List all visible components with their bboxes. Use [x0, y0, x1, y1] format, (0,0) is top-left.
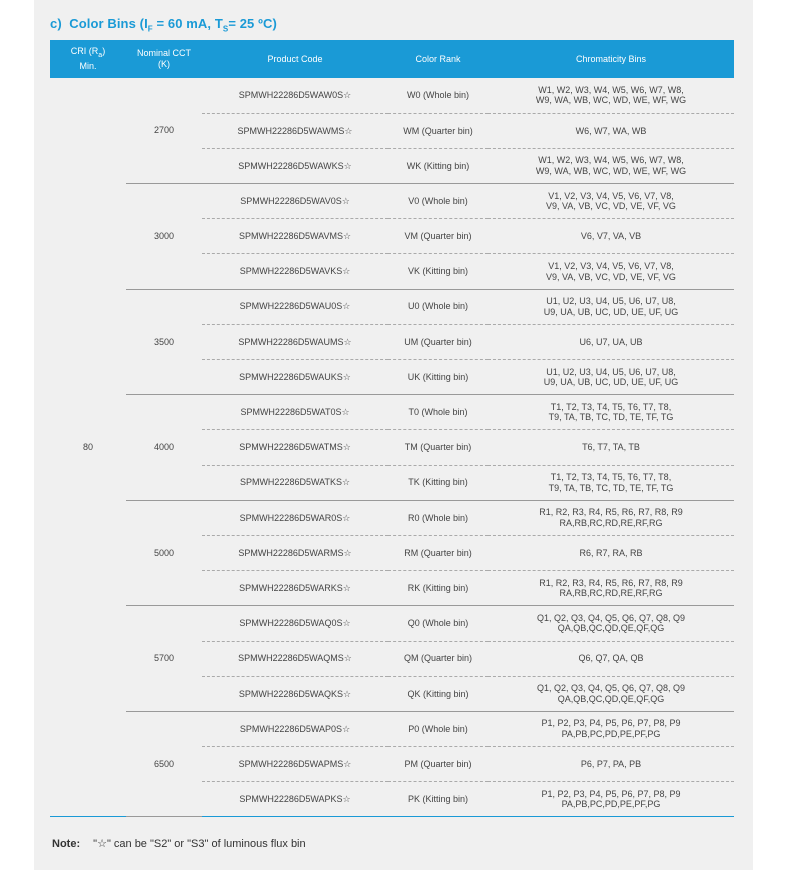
color-rank-cell: V0 (Whole bin)	[388, 184, 488, 219]
color-rank-cell: PM (Quarter bin)	[388, 747, 488, 782]
chromaticity-line: P1, P2, P3, P4, P5, P6, P7, P8, P9	[541, 788, 681, 799]
cct-cell: 5700	[126, 606, 202, 712]
color-rank-cell: WM (Quarter bin)	[388, 113, 488, 148]
header-product-code: Product Code	[202, 40, 388, 78]
chromaticity-line: PA,PB,PC,PD,PE,PF,PG	[561, 799, 661, 810]
product-code-cell: SPMWH22286D5WAQKS☆	[202, 676, 388, 711]
chromaticity-line: Q1, Q2, Q3, Q4, Q5, Q6, Q7, Q8, Q9	[536, 612, 686, 623]
cri-cell: 80	[50, 78, 126, 817]
chromaticity-line: RA,RB,RC,RD,RE,RF,RG	[559, 517, 663, 528]
table-row	[50, 184, 734, 219]
chromaticity-line: V1, V2, V3, V4, V5, V6, V7, V8,	[548, 190, 674, 201]
chromaticity-bins-cell	[488, 78, 734, 113]
chromaticity-line: U1, U2, U3, U4, U5, U6, U7, U8,	[546, 366, 676, 377]
chromaticity-line: P1, P2, P3, P4, P5, P6, P7, P8, P9	[541, 718, 681, 729]
chromaticity-line: R6, R7, RA, RB	[579, 547, 643, 558]
product-code-cell: SPMWH22286D5WAVMS☆	[202, 219, 388, 254]
chromaticity-line: W1, W2, W3, W4, W5, W6, W7, W8,	[538, 155, 684, 166]
footnote	[52, 837, 306, 850]
chromaticity-line: QA,QB,QC,QD,QE,QF,QG	[557, 623, 665, 634]
chromaticity-bins-cell	[488, 289, 734, 324]
cct-cell: 6500	[126, 711, 202, 817]
product-code-cell: SPMWH22286D5WAV0S☆	[202, 184, 388, 219]
chromaticity-bins-cell	[488, 711, 734, 746]
chromaticity-line: RA,RB,RC,RD,RE,RF,RG	[559, 588, 663, 599]
color-rank-cell: WK (Kitting bin)	[388, 148, 488, 183]
chromaticity-line: W6, W7, WA, WB	[575, 125, 647, 136]
header-chromaticity: Chromaticity Bins	[488, 40, 734, 78]
cct-cell: 3500	[126, 289, 202, 395]
chromaticity-line: P6, P7, PA, PB	[580, 758, 642, 769]
chromaticity-bins-cell	[488, 535, 734, 570]
cct-cell: 3000	[126, 184, 202, 290]
product-code-cell: SPMWH22286D5WAT0S☆	[202, 395, 388, 430]
product-code-cell: SPMWH22286D5WAUMS☆	[202, 324, 388, 359]
product-code-cell: SPMWH22286D5WARMS☆	[202, 535, 388, 570]
product-code-cell: SPMWH22286D5WATMS☆	[202, 430, 388, 465]
color-rank-cell: UK (Kitting bin)	[388, 360, 488, 395]
datasheet-page	[34, 0, 753, 870]
product-code-cell: SPMWH22286D5WAP0S☆	[202, 711, 388, 746]
chromaticity-bins-cell	[488, 184, 734, 219]
chromaticity-bins-cell	[488, 324, 734, 359]
color-rank-cell: UM (Quarter bin)	[388, 324, 488, 359]
product-code-cell: SPMWH22286D5WAUKS☆	[202, 360, 388, 395]
table-row	[50, 395, 734, 430]
chromaticity-bins-cell	[488, 254, 734, 289]
header-color-rank: Color Rank	[388, 40, 488, 78]
color-rank-cell: VM (Quarter bin)	[388, 219, 488, 254]
color-rank-cell: U0 (Whole bin)	[388, 289, 488, 324]
note-label: Note:	[52, 838, 81, 850]
table-header-row	[50, 40, 734, 78]
product-code-cell: SPMWH22286D5WAW0S☆	[202, 78, 388, 113]
chromaticity-line: V9, VA, VB, VC, VD, VE, VF, VG	[546, 271, 676, 282]
chromaticity-bins-cell	[488, 676, 734, 711]
chromaticity-line: U9, UA, UB, UC, UD, UE, UF, UG	[543, 306, 679, 317]
product-code-cell: SPMWH22286D5WAQMS☆	[202, 641, 388, 676]
chromaticity-line: U6, U7, UA, UB	[579, 336, 643, 347]
chromaticity-line: U1, U2, U3, U4, U5, U6, U7, U8,	[546, 296, 676, 307]
cct-cell: 4000	[126, 395, 202, 501]
product-code-cell: SPMWH22286D5WAWKS☆	[202, 148, 388, 183]
chromaticity-line: T6, T7, TA, TB	[582, 442, 640, 453]
product-code-cell: SPMWH22286D5WARKS☆	[202, 571, 388, 606]
header-cct: Nominal CCT (K)	[126, 40, 202, 78]
chromaticity-bins-cell	[488, 782, 734, 817]
color-rank-cell: TM (Quarter bin)	[388, 430, 488, 465]
color-rank-cell: W0 (Whole bin)	[388, 78, 488, 113]
product-code-cell: SPMWH22286D5WATKS☆	[202, 465, 388, 500]
table-row	[50, 78, 734, 113]
cct-cell: 5000	[126, 500, 202, 606]
chromaticity-line: T1, T2, T3, T4, T5, T6, T7, T8,	[550, 401, 672, 412]
chromaticity-line: QA,QB,QC,QD,QE,QF,QG	[557, 693, 665, 704]
color-rank-cell: QM (Quarter bin)	[388, 641, 488, 676]
product-code-cell: SPMWH22286D5WAU0S☆	[202, 289, 388, 324]
chromaticity-line: V6, V7, VA, VB	[580, 231, 642, 242]
chromaticity-bins-cell	[488, 430, 734, 465]
color-rank-cell: VK (Kitting bin)	[388, 254, 488, 289]
chromaticity-bins-cell	[488, 571, 734, 606]
chromaticity-line: V1, V2, V3, V4, V5, V6, V7, V8,	[548, 261, 674, 272]
chromaticity-line: Q6, Q7, QA, QB	[578, 653, 644, 664]
color-rank-cell: R0 (Whole bin)	[388, 500, 488, 535]
chromaticity-bins-cell	[488, 641, 734, 676]
section-title: c) Color Bins ($I_F = 60$ mA, $T_S= 25$ ºC)	[50, 16, 277, 34]
chromaticity-line: W9, WA, WB, WC, WD, WE, WF, WG	[535, 95, 687, 106]
chromaticity-bins-cell	[488, 113, 734, 148]
chromaticity-bins-cell	[488, 606, 734, 641]
product-code-cell: SPMWH22286D5WAWMS☆	[202, 113, 388, 148]
chromaticity-bins-cell	[488, 360, 734, 395]
chromaticity-line: W9, WA, WB, WC, WD, WE, WF, WG	[535, 165, 687, 176]
chromaticity-line: U9, UA, UB, UC, UD, UE, UF, UG	[543, 377, 679, 388]
color-rank-cell: Q0 (Whole bin)	[388, 606, 488, 641]
product-code-cell: SPMWH22286D5WAR0S☆	[202, 500, 388, 535]
header-cri: CRI $(R_a)$ Min.	[50, 40, 126, 78]
note-text: "☆" can be "S2" or "S3" of luminous flux bin	[93, 838, 306, 850]
chromaticity-line: R1, R2, R3, R4, R5, R6, R7, R8, R9	[539, 507, 683, 518]
table-row	[50, 500, 734, 535]
product-code-cell: SPMWH22286D5WAVKS☆	[202, 254, 388, 289]
chromaticity-bins-cell	[488, 747, 734, 782]
table-body	[50, 78, 734, 817]
color-rank-cell: T0 (Whole bin)	[388, 395, 488, 430]
color-bins-table	[50, 40, 734, 817]
product-code-cell: SPMWH22286D5WAPKS☆	[202, 782, 388, 817]
table-row	[50, 711, 734, 746]
table-row	[50, 606, 734, 641]
color-rank-cell: RK (Kitting bin)	[388, 571, 488, 606]
color-rank-cell: QK (Kitting bin)	[388, 676, 488, 711]
product-code-cell: SPMWH22286D5WAPMS☆	[202, 747, 388, 782]
color-rank-cell: PK (Kitting bin)	[388, 782, 488, 817]
chromaticity-line: Q1, Q2, Q3, Q4, Q5, Q6, Q7, Q8, Q9	[536, 683, 686, 694]
chromaticity-line: PA,PB,PC,PD,PE,PF,PG	[561, 728, 661, 739]
chromaticity-line: T9, TA, TB, TC, TD, TE, TF, TG	[548, 482, 674, 493]
chromaticity-line: R1, R2, R3, R4, R5, R6, R7, R8, R9	[539, 577, 683, 588]
chromaticity-line: T1, T2, T3, T4, T5, T6, T7, T8,	[550, 472, 672, 483]
chromaticity-bins-cell	[488, 148, 734, 183]
chromaticity-bins-cell	[488, 219, 734, 254]
chromaticity-line: W1, W2, W3, W4, W5, W6, W7, W8,	[538, 84, 684, 95]
chromaticity-line: T9, TA, TB, TC, TD, TE, TF, TG	[548, 412, 674, 423]
color-rank-cell: P0 (Whole bin)	[388, 711, 488, 746]
product-code-cell: SPMWH22286D5WAQ0S☆	[202, 606, 388, 641]
table-row	[50, 289, 734, 324]
chromaticity-bins-cell	[488, 500, 734, 535]
color-rank-cell: TK (Kitting bin)	[388, 465, 488, 500]
color-rank-cell: RM (Quarter bin)	[388, 535, 488, 570]
cct-cell: 2700	[126, 78, 202, 184]
chromaticity-bins-cell	[488, 395, 734, 430]
chromaticity-line: V9, VA, VB, VC, VD, VE, VF, VG	[546, 201, 676, 212]
chromaticity-bins-cell	[488, 465, 734, 500]
